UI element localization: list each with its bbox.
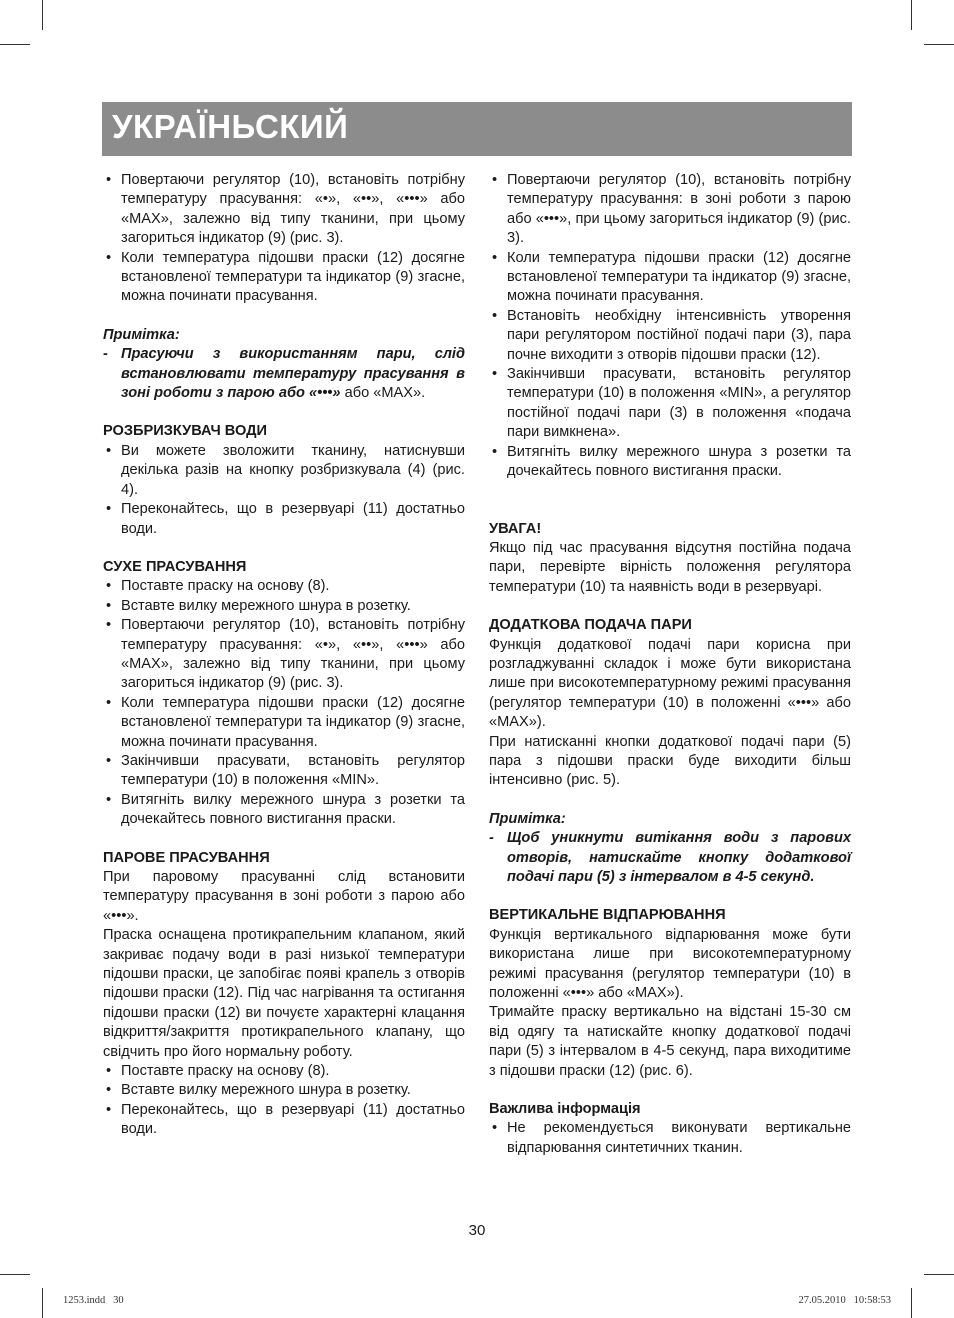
crop-mark [911,1288,912,1318]
list-item: • Встановіть необхідну інтенсивність утворення пари регулятором постійної подачі пари (3), пара почне виходити з отворів підошви праски (12). [489,307,851,365]
list-item: • Вставте вилку мережного шнура в розетку. [103,597,465,616]
paragraph: При натисканні кнопки додаткової подачі пари (5) пара з підошви праски буде виходити більш інтенсивно (рис. 5). [489,733,851,789]
list-item: • Коли температура підошви праски (12) досягне встановленої температури та індикатор (9) згасне, можна починати прасування. [489,249,851,307]
paragraph: Функція додаткової подачі пари корисна при розгладжуванні складок і може бути використана лише при високотемпературному режимі прасування (регулятор температури (10) в положенні «•••» або «MAX»). [489,636,851,731]
section-heading-important: Важлива інформація [489,1101,641,1118]
section-heading-warning: УВАГА! [489,520,542,537]
section-heading-boost: ДОДАТКОВА ПОДАЧА ПАРИ [489,617,692,634]
crop-mark [42,0,43,30]
paragraph: При паровому прасуванні слід встановити температуру прасування в зоні роботи з парою або «•••». [103,869,465,924]
crop-mark [911,0,912,30]
note-dash: - [103,346,108,363]
list-item: • Витягніть вилку мережного шнура з розетки та дочекайтесь повного вистигання праски. [489,443,851,482]
list-item: • Закінчивши прасувати, встановіть регулятор температури (10) в положення «MIN». [103,752,465,791]
left-column [103,171,465,1140]
list-item: • Ви можете зволожити тканину, натиснувши декілька разів на кнопку розбризкувала (4) (рис. 4). [103,442,465,500]
section-banner [102,102,852,156]
note-tail: або «MAX». [340,385,426,402]
list-item: • Коли температура підошви праски (12) досягне встановленої температури та індикатор (9) згасне, можна починати прасування. [103,249,465,307]
list-item: • Витягніть вилку мережного шнура з розетки та дочекайтесь повного вистигання праски. [103,791,465,830]
list-item: • Переконайтесь, що в резервуарі (11) достатньо води. [103,1101,465,1140]
page-number: 30 [468,1222,486,1239]
note-text [103,345,465,403]
footer-file: 1253.indd 30 [63,1295,124,1306]
crop-mark [924,1274,954,1275]
note-dash: - [489,830,494,847]
list-item: • Повертаючи регулятор (10), встановіть потрібну температуру прасування: «•», «••», «•••» або «MAX», залежно від типу тканини, при цьому загориться індикатор (9) (рис. 3). [103,171,465,249]
section-heading-sprayer: РОЗБРИЗКУВАЧ ВОДИ [103,423,268,440]
section-heading-vertical: ВЕРТИКАЛЬНЕ ВІДПАРЮВАННЯ [489,907,726,924]
list-item: • Закінчивши прасувати, встановіть регулятор температури (10) в положення «MIN», а регулятор постійної подачі пари (3) в положення «подача пари вимкнена». [489,365,851,443]
paragraph: Функція вертикального відпарювання може бути використана лише при високотемпературному режимі прасування (регулятор температури (10) в положенні «•••» або «MAX»). [489,926,851,1002]
section-heading-steam: ПАРОВЕ ПРАСУВАННЯ [103,849,270,866]
list-item: • Повертаючи регулятор (10), встановіть потрібну температуру прасування: в зоні роботи з парою або «•••», при цьому загориться індикатор (9) (рис. 3). [489,171,851,249]
list-item: • Поставте праску на основу (8). [103,577,465,596]
footer-timestamp: 27.05.2010 10:58:53 [798,1295,891,1306]
crop-mark [0,44,30,45]
section-heading-dry: СУХЕ ПРАСУВАННЯ [103,558,247,575]
crop-mark [42,1288,43,1318]
list-item: • Не рекомендується виконувати вертикальне відпарювання синтетичних тканин. [489,1119,851,1158]
list-item: • Повертаючи регулятор (10), встановіть потрібну температуру прасування: «•», «••», «•••» або «MAX», залежно від типу тканини, при цьому загориться індикатор (9) (рис. 3). [103,616,465,694]
list-item: • Коли температура підошви праски (12) досягне встановленої температури та індикатор (9) згасне, можна починати прасування. [103,694,465,752]
paragraph: Якщо під час прасування відсутня постійна подача пари, перевірте вірність положення регулятора температури (10) та наявність води в резервуарі. [489,539,851,595]
right-column [489,171,851,1158]
paragraph: Праска оснащена протикрапельним клапаном, який закриває подачу води в разі низької температури підошви праски, це запобігає появі крапель з отворів підошви праски (12). Під час нагрівання та остигання підошви праски (12) ви почуєте характерні клацання відкриття/закриття протикрапельного клапану, що свідчить про його нормальну роботу. [103,927,465,1060]
crop-mark [924,44,954,45]
note-title: Примітка: [103,326,180,343]
list-item: • Переконайтесь, що в резервуарі (11) достатньо води. [103,500,465,539]
note-title: Примітка: [489,810,566,827]
note-body: Щоб уникнути витікання води з парових отворів, натискайте кнопку додаткової подачі пари (5) з інтервалом в 4-5 секунд. [507,830,851,885]
list-item: • Вставте вилку мережного шнура в розетку. [103,1081,465,1100]
crop-mark [0,1274,30,1275]
note-text [489,829,851,887]
paragraph: Тримайте праску вертикально на відстані 15-30 см від одягу та натискайте кнопку додаткової подачі пари (5) з інтервалом в 4-5 секунд, пара виходитиме з підошви праски (12) (рис. 6). [489,1004,851,1079]
list-item: • Поставте праску на основу (8). [103,1062,465,1081]
page-title: УКРАЇНЬСКИЙ [112,108,349,145]
note-body: Прасуючи з використанням пари, слід встановлювати температуру прасування в зоні роботи з парою або «•••» [121,346,465,402]
